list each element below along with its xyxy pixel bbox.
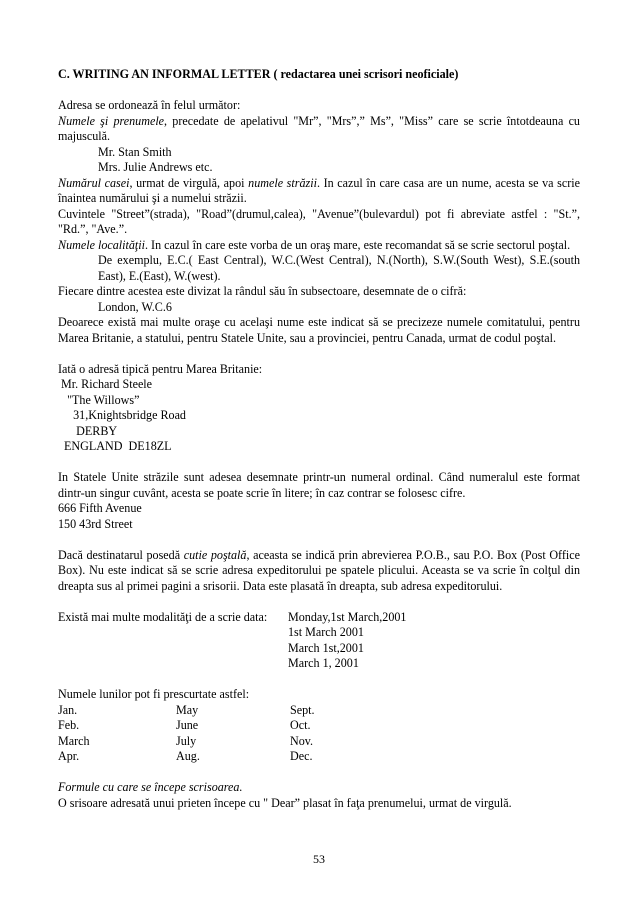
page-number: 53	[313, 852, 325, 866]
paragraph-po-box	[58, 548, 580, 595]
month-cell: May	[176, 702, 199, 717]
date-format-2: 1st March 2001	[288, 625, 364, 639]
paragraph-us-streets: In Statele Unite străzile sunt adesea desemnate printr-un numeral ordinal. Când numeralul este format dintr-un singur cuvânt, acesta se poate scrie în litere; în caz contrar se folosesc cifre.	[58, 470, 580, 500]
paragraph-house-number-mid: , urmat de virgulă, apoi	[129, 175, 249, 190]
emphasis-locality: Numele localităţii	[58, 237, 145, 252]
paragraph-typical-address: Iată o adresă tipică pentru Marea Britanie:	[58, 361, 263, 376]
month-cell: Apr.	[58, 749, 80, 763]
paragraph-names-text: , precedate de apelativul "Mr”, "Mrs”,” Ms”, "Miss” care se scrie întotdeauna cu majusculă.	[58, 113, 580, 143]
month-cell: July	[176, 733, 197, 748]
paragraph-po-box-text: , aceasta se indică prin abrevierea P.O.B., sau P.O. Box (Post Office Box). Nu este indicat să se scrie adresa expeditorului pe spatele plicului. Aceasta se va scrie în colţul din dreapta sus al primei pagini a srisorii. Data este plasată în dreapta, sub adresa expeditorului.	[58, 547, 580, 593]
paragraph-sector-examples: De exemplu, E.C.( East Central), W.C.(West Central), N.(North), S.W.(South West), S.E.(south East), E.(East), W.(west).	[98, 253, 580, 283]
paragraph-locality	[58, 238, 580, 254]
month-cell: Jan.	[58, 702, 78, 717]
months-row	[58, 718, 580, 734]
month-cell: Dec.	[290, 749, 313, 763]
month-cell: Sept.	[290, 702, 315, 717]
date-format-1: Monday,1st March,2001	[288, 609, 407, 624]
address-line-1: Mr. Richard Steele	[58, 377, 153, 391]
paragraph-abbreviations: Cuvintele "Street”(strada), "Road”(drumul,calea), "Avenue”(bulevardul) pot fi abreviate astfel : "St.”, "Rd.”, "Ave.”.	[58, 206, 580, 236]
paragraph-subsectors: Fiecare dintre acestea este divizat la rândul său în subsectoare, desemnate de o cifră:	[58, 284, 467, 298]
emphasis-street-name: numele străzii	[248, 175, 317, 190]
month-cell: March	[58, 733, 90, 748]
us-example-2: 150 43rd Street	[58, 516, 133, 531]
months-row	[58, 734, 580, 750]
month-cell: June	[176, 718, 199, 732]
paragraph-locality-text: . In cazul în care este vorba de un oraş mare, este recomandat să se scrie sectorul poştal.	[145, 237, 571, 252]
address-line-2: "The Willows”	[58, 392, 140, 407]
month-cell: Nov.	[290, 733, 314, 748]
section-title: C. WRITING AN INFORMAL LETTER ( redactarea unei scrisori neoficiale)	[58, 67, 459, 81]
paragraph-address-order: Adresa se ordonează în felul următor:	[58, 98, 241, 112]
page-content	[58, 67, 580, 811]
paragraph-house-number-text: . In cazul în care casa are un nume, acesta se va scrie înaintea numărului şi a numelui străzii.	[58, 175, 580, 205]
example-name-1: Mr. Stan Smith	[98, 144, 172, 159]
formulas-heading-text: Formule cu care se începe scrisoarea.	[58, 780, 243, 794]
paragraph-house-number	[58, 176, 580, 207]
month-cell: Feb.	[58, 718, 80, 732]
formulas-heading	[58, 780, 580, 796]
formulas-text: O srisoare adresată unui prieten începe cu " Dear” plasat în faţa prenumelui, urmat de virgulă.	[58, 795, 512, 810]
date-formats-values	[288, 610, 406, 672]
paragraph-names	[58, 114, 580, 145]
emphasis-house-number: Numărul casei	[58, 175, 130, 190]
address-line-3: 31,Knightsbridge Road	[58, 408, 186, 422]
example-name-2: Mrs. Julie Andrews etc.	[98, 160, 213, 174]
month-cell: Aug.	[176, 749, 200, 763]
month-cell: Oct.	[290, 718, 311, 732]
date-format-3: March 1st,2001	[288, 640, 364, 655]
paragraph-county: Deoarece există mai multe oraşe cu acelaşi nume este indicat să se precizeze numele comitatului, pentru Marea Britanie, a statului, pentru Statele Unite, sau a provinciei, pentru Canada, urmat de codul poştal.	[58, 315, 580, 345]
date-formats	[58, 610, 580, 672]
date-formats-label: Există mai multe modalităţi de a scrie data:	[58, 609, 268, 624]
months-row	[58, 703, 580, 719]
months-row	[58, 749, 580, 765]
months-label: Numele lunilor pot fi prescurtate astfel:	[58, 687, 250, 701]
emphasis-names: Numele şi prenumele	[58, 113, 165, 128]
emphasis-po-box: cutie poştală	[183, 547, 247, 562]
paragraph-po-box-pre: Dacă destinatarul posedă	[58, 547, 184, 562]
address-line-4: DERBY	[58, 423, 118, 438]
us-example-1: 666 Fifth Avenue	[58, 501, 142, 515]
address-line-5: ENGLAND DE18ZL	[58, 439, 172, 453]
example-london: London, W.C.6	[98, 299, 172, 314]
date-format-4: March 1, 2001	[288, 656, 359, 670]
